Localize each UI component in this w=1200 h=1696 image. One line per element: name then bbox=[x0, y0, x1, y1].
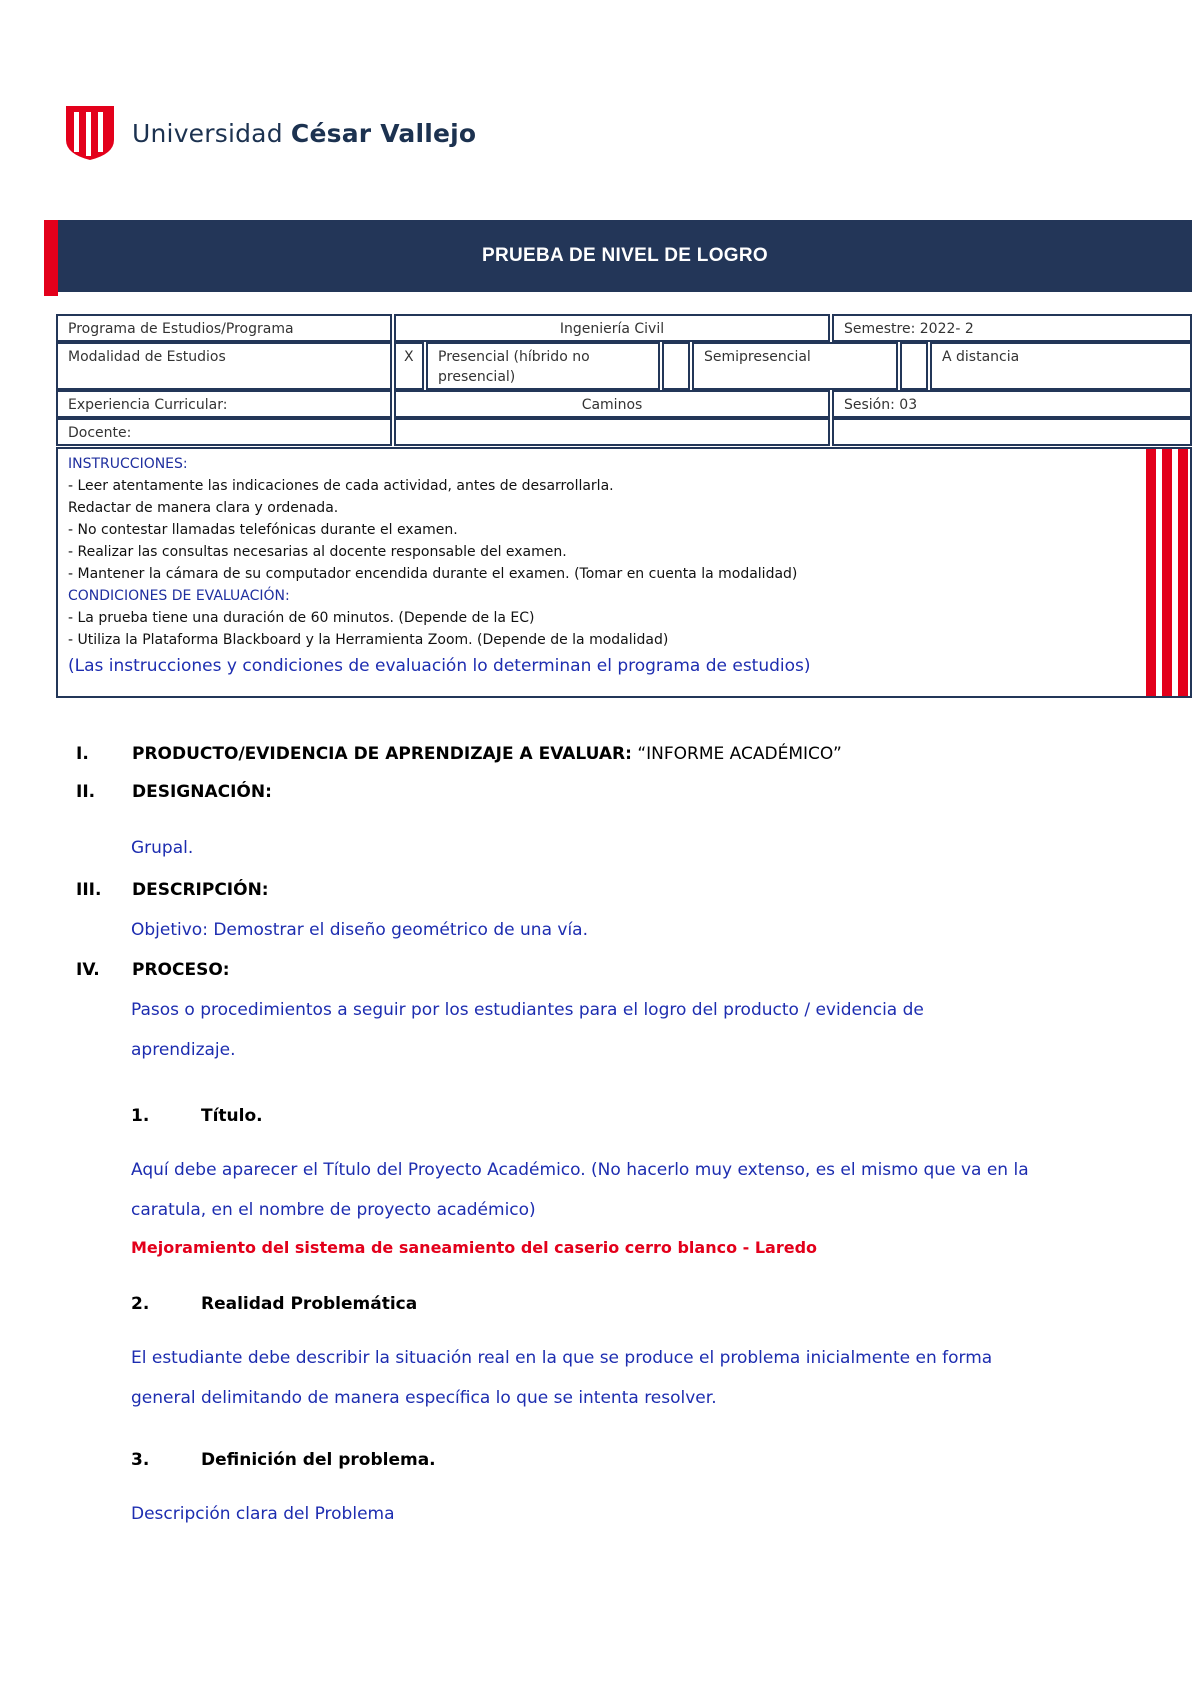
step-reality: 2. Realidad Problemática bbox=[131, 1294, 418, 1314]
condition-line: - La prueba tiene una duración de 60 minutos. (Depende de la EC) bbox=[68, 610, 535, 626]
section-product: I. PRODUCTO/EVIDENCIA DE APRENDIZAJE A EVALUAR: “INFORME ACADÉMICO” bbox=[76, 744, 842, 764]
red-stripes bbox=[1146, 449, 1188, 696]
ucv-shield-icon bbox=[64, 104, 116, 162]
step-reality-text: El estudiante debe describir la situación real en la que se produce el problema inicialmente en forma general delimitando de manera específica lo que se intenta resolver. bbox=[131, 1348, 993, 1408]
instruction-line: - Realizar las consultas necesarias al docente responsable del examen. bbox=[68, 544, 567, 560]
project-title-answer: Mejoramiento del sistema de saneamiento del caserio cerro blanco - Laredo bbox=[131, 1238, 818, 1257]
session: Sesión: 03 bbox=[832, 390, 1192, 418]
section-description: III. DESCRIPCIÓN: bbox=[76, 880, 269, 900]
banner-red-accent bbox=[44, 220, 58, 296]
instructions-note: (Las instrucciones y condiciones de evaluación lo determinan el programa de estudios) bbox=[68, 656, 811, 676]
condition-line: - Utiliza la Plataforma Blackboard y la Herramienta Zoom. (Depende de la modalidad) bbox=[68, 632, 669, 648]
instruction-line: - No contestar llamadas telefónicas durante el examen. bbox=[68, 522, 458, 538]
presencial-checkbox: X bbox=[394, 342, 424, 390]
instruction-line: - Mantener la cámara de su computador encendida durante el examen. (Tomar en cuenta la modalidad) bbox=[68, 566, 798, 582]
teacher-extra bbox=[832, 418, 1192, 446]
university-name: Universidad César Vallejo bbox=[132, 118, 477, 148]
experience-value: Caminos bbox=[394, 390, 830, 418]
semester: Semestre: 2022- 2 bbox=[832, 314, 1192, 342]
step-definition: 3. Definición del problema. bbox=[131, 1450, 436, 1470]
distancia-option: A distancia bbox=[930, 342, 1192, 390]
process-text: Pasos o procedimientos a seguir por los estudiantes para el logro del producto / evidencia de aprendizaje. bbox=[131, 1000, 924, 1060]
university-logo bbox=[64, 104, 476, 162]
instruction-line: Redactar de manera clara y ordenada. bbox=[68, 500, 339, 516]
step-title: 1. Título. bbox=[131, 1106, 263, 1126]
description-text: Objetivo: Demostrar el diseño geométrico de una vía. bbox=[131, 920, 588, 940]
modality-label: Modalidad de Estudios bbox=[56, 342, 392, 390]
instruction-line: - Leer atentamente las indicaciones de cada actividad, antes de desarrollarla. bbox=[68, 478, 614, 494]
designation-text: Grupal. bbox=[131, 838, 194, 858]
conditions-title: CONDICIONES DE EVALUACIÓN: bbox=[68, 588, 290, 604]
presencial-option: Presencial (híbrido no presencial) bbox=[426, 342, 660, 390]
semipresencial-checkbox bbox=[662, 342, 690, 390]
distancia-checkbox bbox=[900, 342, 928, 390]
page-title: PRUEBA DE NIVEL DE LOGRO bbox=[58, 220, 1192, 292]
semipresencial-option: Semipresencial bbox=[692, 342, 898, 390]
instructions-box bbox=[56, 447, 1192, 698]
section-designation: II. DESIGNACIÓN: bbox=[76, 782, 272, 802]
program-label: Programa de Estudios/Programa bbox=[56, 314, 392, 342]
instructions-title: INSTRUCCIONES: bbox=[68, 456, 188, 472]
section-process: IV. PROCESO: bbox=[76, 960, 230, 980]
experience-label: Experiencia Curricular: bbox=[56, 390, 392, 418]
teacher-value bbox=[394, 418, 830, 446]
step-title-text: Aquí debe aparecer el Título del Proyecto Académico. (No hacerlo muy extenso, es el mismo que va en la caratula, en el nombre de proyecto académico) bbox=[131, 1160, 1029, 1220]
teacher-label: Docente: bbox=[56, 418, 392, 446]
program-value: Ingeniería Civil bbox=[394, 314, 830, 342]
step-definition-text: Descripción clara del Problema bbox=[131, 1504, 395, 1524]
